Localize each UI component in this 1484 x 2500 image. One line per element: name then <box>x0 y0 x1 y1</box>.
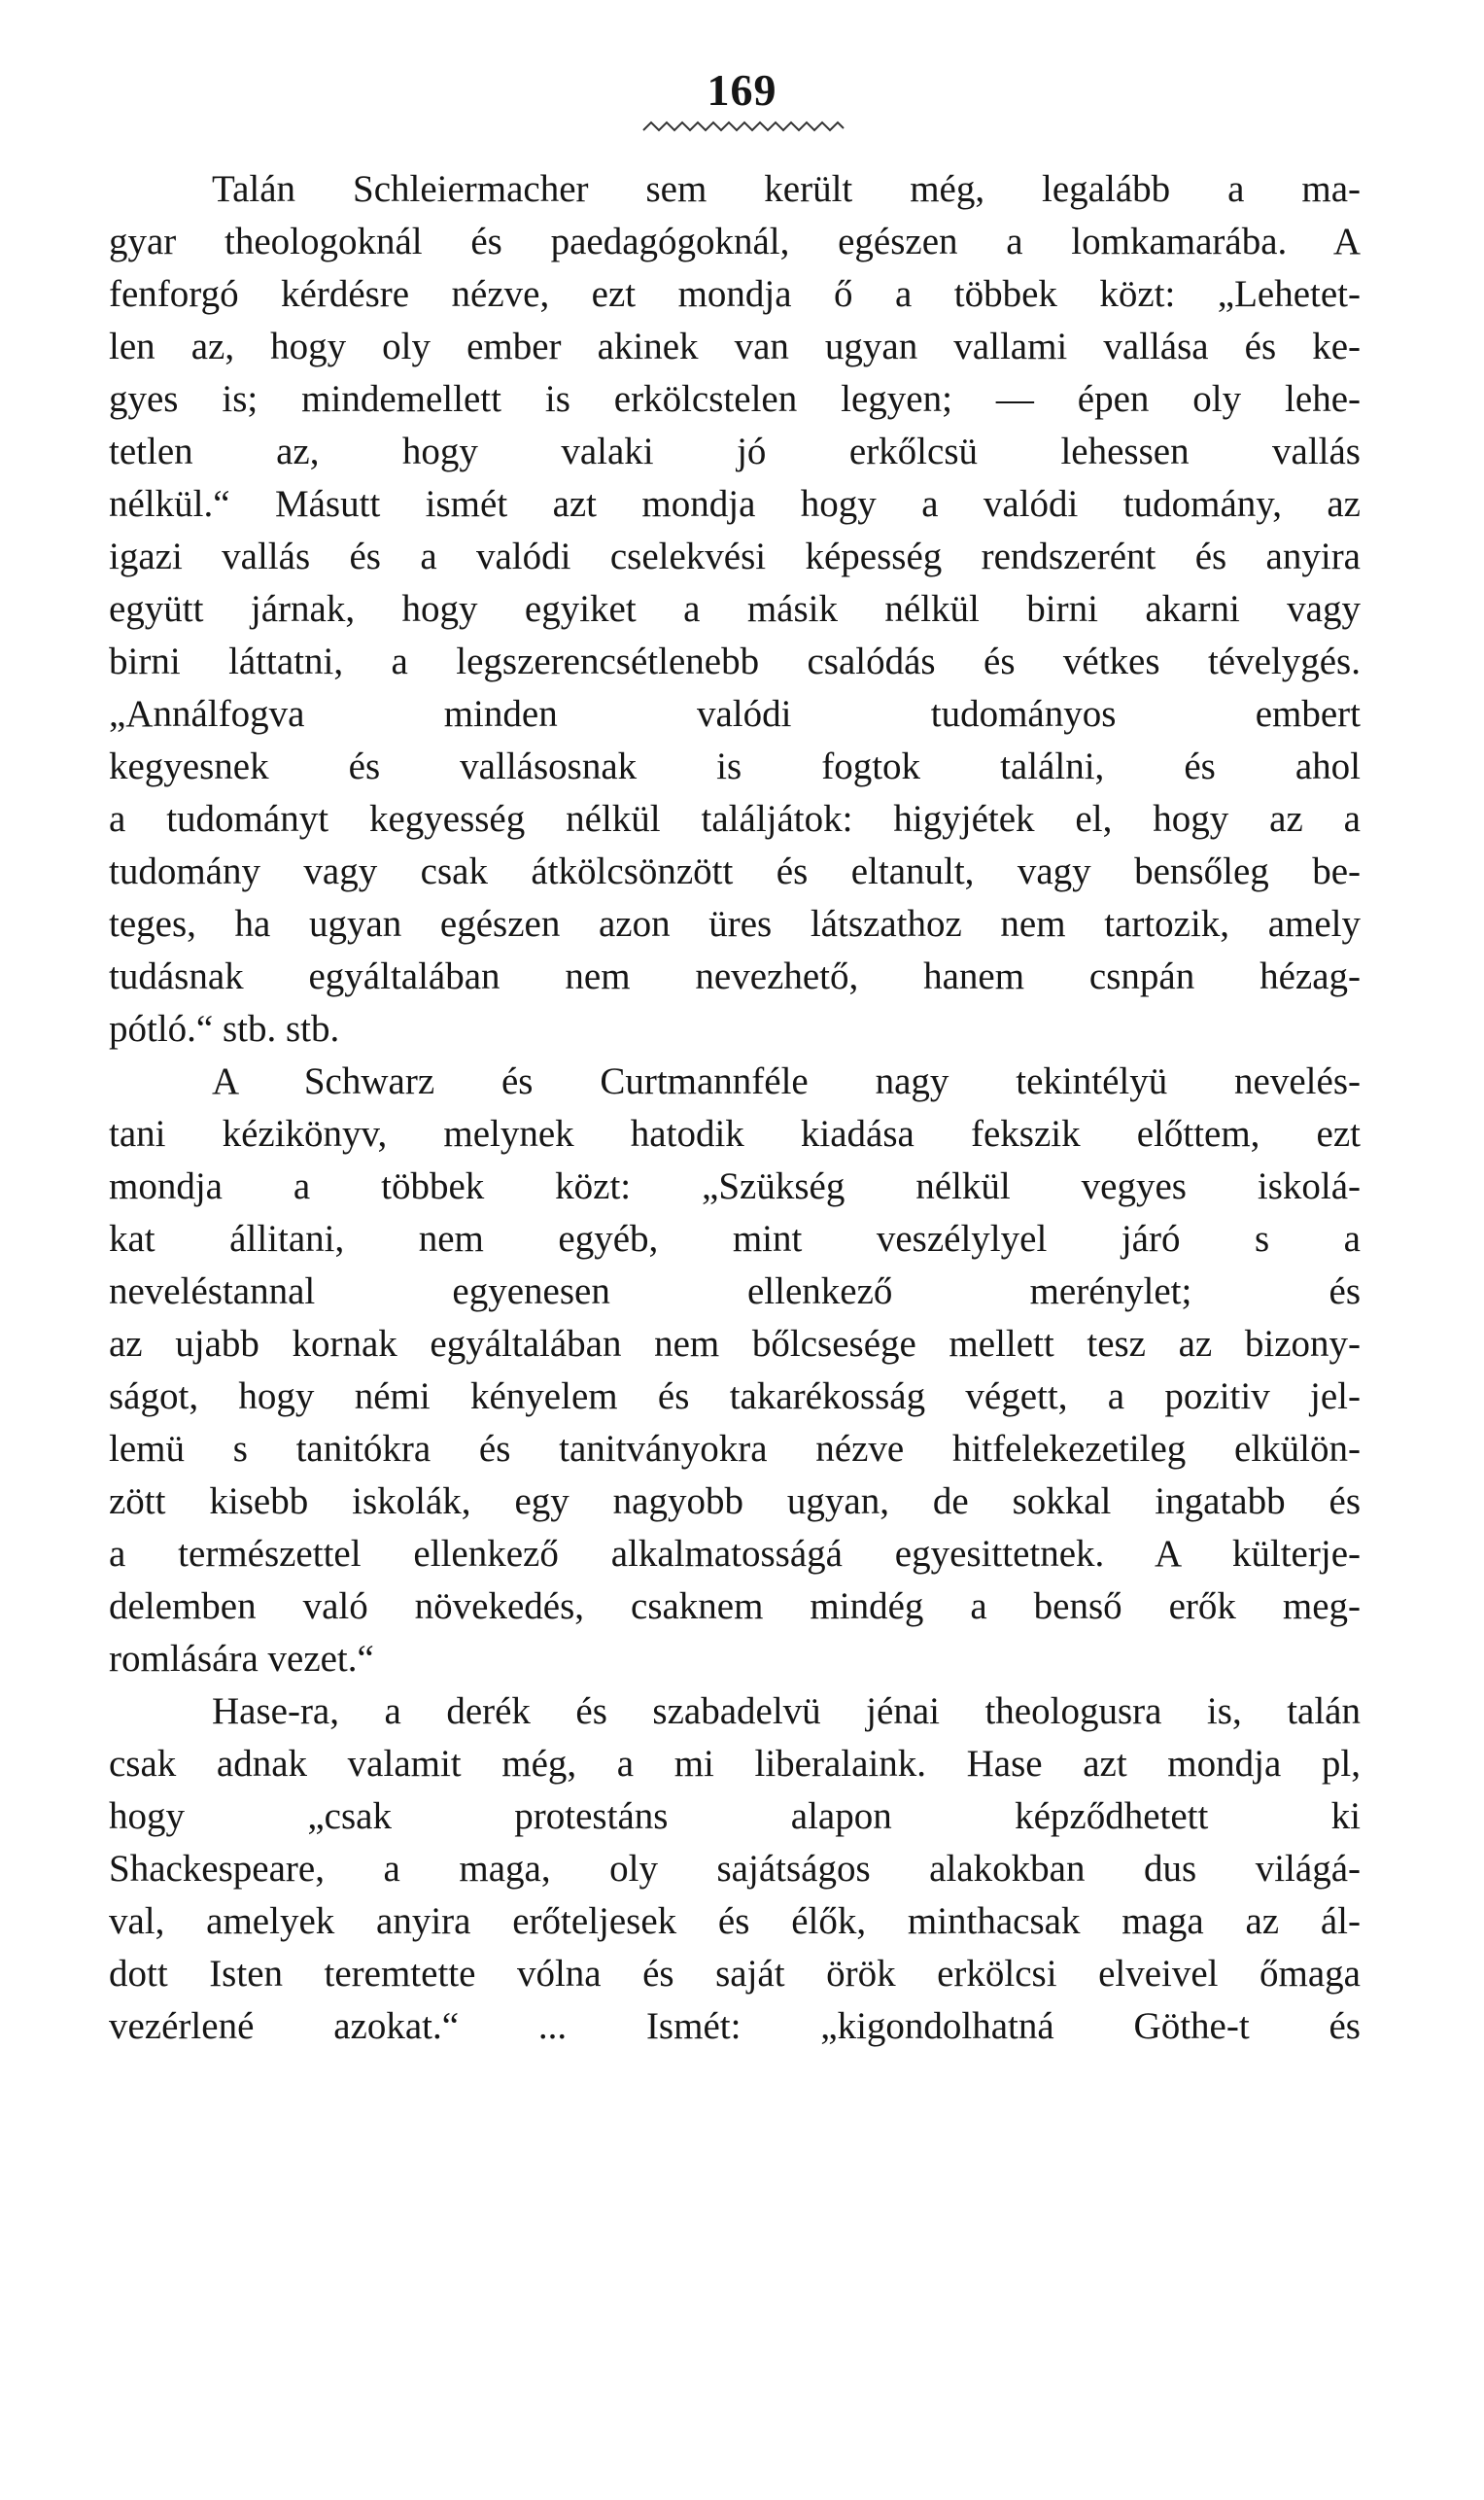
text-line: tetlen az, hogy valaki jó erkőlcsü lehessen vallás <box>109 431 1361 472</box>
text-line: kat állitani, nem egyéb, mint veszélylyel járó s a <box>109 1218 1361 1260</box>
text-line: neveléstannal egyenesen ellenkező merénylet; és <box>109 1270 1361 1312</box>
paragraph <box>109 1056 1361 1685</box>
text-line: Shackespeare, a maga, oly sajátságos alakokban dus világá- <box>109 1848 1361 1890</box>
text-line: nélkül.“ Másutt ismét azt mondja hogy a valódi tudomány, az <box>109 483 1361 525</box>
text-line: gyar theologoknál és paedagógoknál, egészen a lomkamarába. A <box>109 221 1361 262</box>
paragraph <box>109 163 1361 1056</box>
text-line: dott Isten teremtette vólna és saját örök erkölcsi elveivel őmaga <box>109 1953 1361 1995</box>
text-line: a természettel ellenkező alkalmatosságá egyesittetnek. A külterje- <box>109 1533 1361 1575</box>
text-line: birni láttatni, a legszerencsétlenebb csalódás és vétkes tévelygés. <box>109 641 1361 682</box>
text-line: gyes is; mindemellett is erkölcstelen legyen; — épen oly lehe- <box>109 378 1361 420</box>
text-line: len az, hogy oly ember akinek van ugyan vallami vallása és ke- <box>109 326 1361 367</box>
text-line: „Annálfogva minden valódi tudományos embert <box>109 693 1361 735</box>
text-line: vezérlené azokat.“ ... Ismét: „kigondolhatná Göthe-t és <box>109 2005 1361 2047</box>
text-line: csak adnak valamit még, a mi liberalaink. Hase azt mondja pl, <box>109 1743 1361 1785</box>
text-line: romlására vezet.“ <box>109 1638 374 1680</box>
text-line: igazi vallás és a valódi cselekvési képesség rendszerént és anyira <box>109 536 1361 577</box>
text-line: zött kisebb iskolák, egy nagyobb ugyan, de sokkal ingatabb és <box>109 1480 1361 1522</box>
text-line: A Schwarz és Curtmannféle nagy tekintélyü nevelés- <box>212 1060 1361 1102</box>
text-line: a tudományt kegyesség nélkül találjátok: higyjétek el, hogy az a <box>109 798 1361 840</box>
text-line: hogy „csak protestáns alapon képződhetett ki <box>109 1795 1361 1837</box>
text-line: lemü s tanitókra és tanitványokra nézve hitfelekezetileg elkülön- <box>109 1428 1361 1470</box>
text-line: fenforgó kérdésre nézve, ezt mondja ő a többek közt: „Lehetet- <box>109 273 1361 315</box>
text-line: együtt járnak, hogy egyiket a másik nélkül birni akarni vagy <box>109 588 1361 630</box>
body-text <box>109 163 1361 2053</box>
text-line: delemben való növekedés, csaknem mindég a benső erők meg- <box>109 1585 1361 1627</box>
text-line: ságot, hogy némi kényelem és takarékosság végett, a pozitiv jel- <box>109 1375 1361 1417</box>
text-line: teges, ha ugyan egészen azon üres látszathoz nem tartozik, amely <box>109 903 1361 945</box>
text-line: pótló.“ stb. stb. <box>109 1008 340 1050</box>
wavy-rule-ornament <box>641 119 846 136</box>
text-line: tudomány vagy csak átkölcsönzött és eltanult, vagy bensőleg be- <box>109 851 1361 892</box>
text-line: Talán Schleiermacher sem került még, legalább a ma- <box>212 168 1361 210</box>
text-line: mondja a többek közt: „Szükség nélkül vegyes iskolá- <box>109 1165 1361 1207</box>
text-line: tani kézikönyv, melynek hatodik kiadása fekszik előttem, ezt <box>109 1113 1361 1155</box>
text-line: tudásnak egyáltalában nem nevezhető, hanem csnpán hézag- <box>109 955 1361 997</box>
page-number: 169 <box>707 65 777 115</box>
paragraph <box>109 1685 1361 2053</box>
text-line: az ujabb kornak egyáltalában nem bőlcsesége mellett tesz az bizony- <box>109 1323 1361 1365</box>
text-line: kegyesnek és vallásosnak is fogtok találni, és ahol <box>109 746 1361 787</box>
text-line: val, amelyek anyira erőteljesek és élők, minthacsak maga az ál- <box>109 1900 1361 1942</box>
text-line: Hase-ra, a derék és szabadelvü jénai theologusra is, talán <box>212 1690 1361 1732</box>
